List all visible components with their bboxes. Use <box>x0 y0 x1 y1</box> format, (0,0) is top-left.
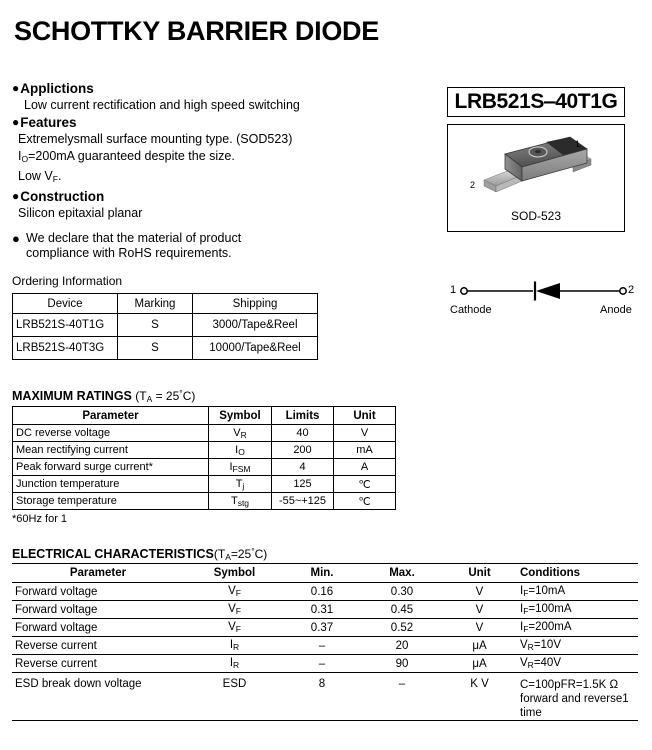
table-row <box>13 314 318 337</box>
features-vf-suffix: . <box>57 169 62 183</box>
cond-end: C) <box>254 547 268 561</box>
cond-main: I <box>520 603 524 615</box>
symbol-subscript: F <box>235 588 241 598</box>
cell-conditions <box>517 637 638 655</box>
rohs-declaration <box>12 231 432 261</box>
cell-symbol <box>187 583 282 601</box>
column-header-symbol: Symbol <box>209 407 272 425</box>
cell-unit: μA <box>442 655 517 673</box>
column-header-limits: Limits <box>272 407 334 425</box>
cell-conditions <box>517 673 638 721</box>
bullet-icon: ● <box>12 81 20 95</box>
cell-min: 8 <box>282 673 362 721</box>
cond-line-2: forward and reverse1 time <box>520 693 629 719</box>
diode-schematic-symbol <box>450 280 640 320</box>
cell-min: – <box>282 637 362 655</box>
features-heading-text: Features <box>20 115 77 130</box>
part-number-box <box>447 87 625 117</box>
cell-symbol <box>187 655 282 673</box>
cell-conditions <box>517 583 638 601</box>
cell-unit: V <box>442 619 517 637</box>
cond-subscript: F <box>523 624 529 634</box>
cond-value: =40V <box>533 657 561 669</box>
package-name-label: SOD-523 <box>510 209 562 223</box>
table-row <box>12 583 638 601</box>
symbol-main: I <box>235 443 239 456</box>
cond-main: V <box>520 657 528 669</box>
electrical-characteristics-table <box>12 563 638 721</box>
symbol-subscript: R <box>240 429 247 440</box>
cond-post: =25 <box>230 547 252 561</box>
symbol-anode-label: Anode <box>600 304 632 316</box>
features-line-2 <box>12 148 432 168</box>
symbol-main: V <box>228 621 236 633</box>
cell-symbol <box>187 637 282 655</box>
column-header-unit: Unit <box>442 564 517 583</box>
cell-min: 0.16 <box>282 583 362 601</box>
symbol-subscript: j <box>242 480 245 491</box>
table-row <box>12 637 638 655</box>
cell-symbol <box>209 425 272 442</box>
cell-symbol <box>187 601 282 619</box>
cond-degree: ° <box>251 546 255 556</box>
cond-degree: ° <box>179 388 183 398</box>
section-heading-construction <box>12 188 432 205</box>
column-header-marking: Marking <box>118 294 193 314</box>
section-heading-applications <box>12 80 432 97</box>
symbol-main: I <box>229 657 234 669</box>
symbol-main: V <box>233 426 241 439</box>
maximum-ratings-condition <box>135 389 195 403</box>
cell-parameter: Reverse current <box>12 655 187 673</box>
construction-heading-text: Construction <box>20 189 105 204</box>
cond-post: = 25 <box>152 389 180 403</box>
symbol-subscript: F <box>235 624 241 634</box>
table-header-row <box>12 564 638 583</box>
table-header-row <box>13 407 396 425</box>
column-header-shipping: Shipping <box>193 294 318 314</box>
rohs-line-2: compliance with RoHS requirements. <box>26 246 232 260</box>
ordering-information-label: Ordering Information <box>12 274 123 288</box>
cond-main: V <box>520 639 528 651</box>
symbol-cathode-label: Cathode <box>450 304 492 316</box>
cell-limits: 40 <box>272 425 334 442</box>
cond-value: =10V <box>533 639 561 651</box>
bullet-icon: ● <box>12 189 20 203</box>
cell-max: 0.52 <box>362 619 442 637</box>
cell-max: 90 <box>362 655 442 673</box>
column-header-max: Max. <box>362 564 442 583</box>
column-header-symbol: Symbol <box>187 564 282 583</box>
cell-unit: A <box>334 459 396 476</box>
cell-unit: V <box>442 601 517 619</box>
part-number-text: LRB521S‒40T1G <box>454 90 618 113</box>
symbol-main: I <box>229 460 233 473</box>
cell-unit: mA <box>334 442 396 459</box>
symbol-main: I <box>229 639 234 651</box>
column-header-unit: Unit <box>334 407 396 425</box>
cond-main: I <box>520 585 524 597</box>
cond-sub: A <box>225 552 231 562</box>
table-row <box>13 425 396 442</box>
table-row <box>12 673 638 721</box>
cell-unit: V <box>334 425 396 442</box>
cond-value: =100mA <box>528 603 572 615</box>
column-header-conditions: Conditions <box>517 564 638 583</box>
table-row <box>13 493 396 510</box>
symbol-pin-2-number: 2 <box>628 284 635 296</box>
cond-pre: (T <box>213 547 226 561</box>
package-pin-1-label: 1 <box>575 139 581 149</box>
cond-line-1: C=100pFR=1.5K Ω <box>520 679 619 691</box>
cell-limits: 200 <box>272 442 334 459</box>
cond-subscript: F <box>523 588 529 598</box>
page-title: SCHOTTKY BARRIER DIODE <box>14 16 379 46</box>
maximum-ratings-footnote: *60Hz for 1 <box>12 513 68 525</box>
left-content-column <box>12 80 432 360</box>
rohs-line-1: We declare that the material of product <box>26 231 242 245</box>
cell-conditions <box>517 655 638 673</box>
cell-parameter: Peak forward surge current* <box>13 459 209 476</box>
table-row <box>12 655 638 673</box>
features-vf-subscript: F <box>52 174 58 184</box>
electrical-characteristics-condition <box>214 547 267 561</box>
cell-parameter: Junction temperature <box>13 476 209 493</box>
symbol-subscript: stg <box>237 497 250 508</box>
table-row <box>13 476 396 493</box>
cell-max: 20 <box>362 637 442 655</box>
cond-sub: A <box>146 394 153 404</box>
features-io-subscript: O <box>21 154 29 164</box>
cond-pre: (T <box>135 389 147 403</box>
cond-main: I <box>520 621 524 633</box>
cell-max: – <box>362 673 442 721</box>
cell-symbol <box>187 619 282 637</box>
cond-subscript: F <box>523 606 529 616</box>
cell-parameter: Forward voltage <box>12 583 187 601</box>
table-header-row <box>13 294 318 314</box>
cell-parameter: Storage temperature <box>13 493 209 510</box>
construction-body: Silicon epitaxial planar <box>18 206 143 220</box>
symbol-main: T <box>230 494 238 507</box>
cell-min: 0.37 <box>282 619 362 637</box>
cell-symbol <box>209 442 272 459</box>
cell-symbol: ESD <box>187 673 282 721</box>
symbol-pin-1-number: 1 <box>450 284 457 296</box>
diode-symbol-graphic <box>450 280 640 304</box>
column-header-parameter: Parameter <box>13 407 209 425</box>
cell-parameter: Forward voltage <box>12 601 187 619</box>
symbol-subscript: R <box>233 660 240 670</box>
cell-shipping: 10000/Tape&Reel <box>193 337 318 360</box>
symbol-main: V <box>228 585 236 597</box>
maximum-ratings-table <box>12 406 396 510</box>
package-drawing-box <box>447 124 625 232</box>
cond-end: C) <box>182 389 196 403</box>
ordering-information-table <box>12 293 318 360</box>
section-heading-features <box>12 114 432 131</box>
electrical-characteristics-title: ELECTRICAL CHARACTERISTICS <box>12 547 214 561</box>
features-io-text: =200mA guaranteed despite the size. <box>28 149 235 163</box>
cell-device: LRB521S-40T3G <box>13 337 118 360</box>
cell-parameter: ESD break down voltage <box>12 673 187 721</box>
symbol-main: T <box>235 477 243 490</box>
cell-conditions <box>517 601 638 619</box>
cell-limits: 4 <box>272 459 334 476</box>
maximum-ratings-heading <box>12 388 195 404</box>
cell-unit: μA <box>442 637 517 655</box>
column-header-parameter: Parameter <box>12 564 187 583</box>
bullet-icon: ● <box>12 231 20 246</box>
cell-parameter: Forward voltage <box>12 619 187 637</box>
table-row <box>13 459 396 476</box>
column-header-min: Min. <box>282 564 362 583</box>
cell-unit: K V <box>442 673 517 721</box>
symbol-main: V <box>228 603 236 615</box>
cell-min: – <box>282 655 362 673</box>
cond-value: =10mA <box>528 585 566 597</box>
cell-max: 0.30 <box>362 583 442 601</box>
cell-marking: S <box>118 337 193 360</box>
cell-unit: ℃ <box>334 476 396 493</box>
table-row <box>13 442 396 459</box>
rohs-text-block <box>26 231 241 261</box>
cell-unit: V <box>442 583 517 601</box>
column-header-device: Device <box>13 294 118 314</box>
cell-symbol <box>209 459 272 476</box>
cell-max: 0.45 <box>362 601 442 619</box>
cell-conditions <box>517 619 638 637</box>
cell-limits: 125 <box>272 476 334 493</box>
cell-marking: S <box>118 314 193 337</box>
cell-parameter: Mean rectifying current <box>13 442 209 459</box>
package-pin-2-label: 2 <box>470 180 476 190</box>
cell-parameter: DC reverse voltage <box>13 425 209 442</box>
electrical-characteristics-heading <box>12 546 267 562</box>
table-row <box>12 601 638 619</box>
sod523-package-illustration <box>448 125 624 205</box>
cond-subscript: R <box>527 660 534 670</box>
cell-min: 0.31 <box>282 601 362 619</box>
cond-subscript: R <box>527 642 534 652</box>
features-io-symbol: I <box>18 149 22 163</box>
cond-value: =200mA <box>528 621 572 633</box>
cell-parameter: Reverse current <box>12 637 187 655</box>
cell-limits: -55~+125 <box>272 493 334 510</box>
table-row <box>12 619 638 637</box>
table-row <box>13 337 318 360</box>
maximum-ratings-title: MAXIMUM RATINGS <box>12 389 132 403</box>
symbol-subscript: R <box>233 642 240 652</box>
symbol-subscript: FSM <box>232 463 251 474</box>
cell-symbol <box>209 476 272 493</box>
cell-symbol <box>209 493 272 510</box>
applications-body: Low current rectification and high speed switching <box>24 98 300 112</box>
cell-shipping: 3000/Tape&Reel <box>193 314 318 337</box>
symbol-subscript: F <box>235 606 241 616</box>
features-vf-prefix: Low V <box>18 169 53 183</box>
symbol-subscript: O <box>238 446 245 457</box>
cell-device: LRB521S-40T1G <box>13 314 118 337</box>
features-line-1: Extremelysmall surface mounting type. (SOD523) <box>18 132 293 146</box>
features-line-3 <box>12 168 432 188</box>
applications-heading-text: Applictions <box>20 81 94 96</box>
bullet-icon: ● <box>12 115 20 129</box>
cell-unit: ℃ <box>334 493 396 510</box>
